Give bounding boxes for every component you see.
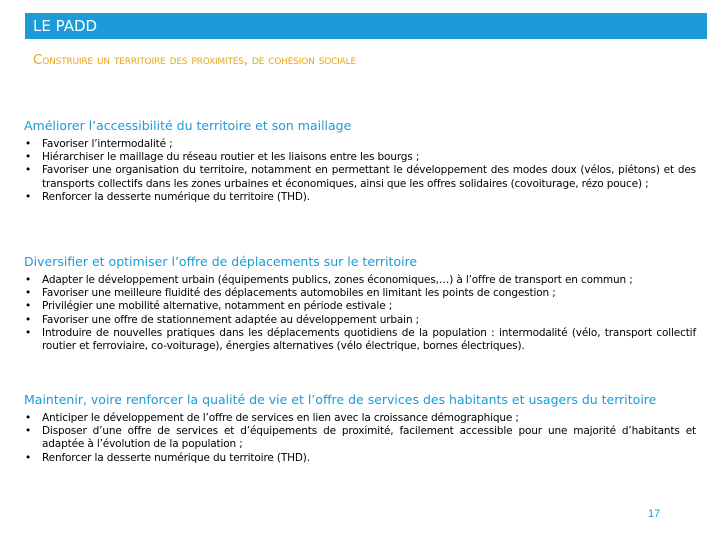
list-item: • Renforcer la desserte numérique du territoire (THD).: [24, 452, 696, 465]
header-bar: [25, 13, 707, 39]
section-mobility: [24, 254, 696, 353]
section-heading: Améliorer l’accessibilité du territoire et son maillage: [24, 118, 352, 133]
list-item: • Anticiper le développement de l’offre de services en lien avec la croissance démographique ;: [24, 412, 696, 425]
list-item: • Privilégier une mobilité alternative, notamment en période estivale ;: [24, 300, 696, 313]
section-accessibility: [24, 118, 696, 204]
bullet-list: [24, 412, 696, 465]
list-item: • Disposer d’une offre de services et d’équipements de proximité, facilement accessible pour une majorité d’habitants et adaptée à l’évolution de la population ;: [24, 425, 696, 451]
page-number: 17: [648, 508, 661, 520]
list-item: • Favoriser l’intermodalité ;: [24, 138, 696, 151]
bullet-list: [24, 274, 696, 353]
list-item: • Renforcer la desserte numérique du territoire (THD).: [24, 191, 696, 204]
header-label: LE PADD: [33, 17, 98, 35]
list-item: • Favoriser une offre de stationnement adaptée au développement urbain ;: [24, 314, 696, 327]
list-item: • Adapter le développement urbain (équipements publics, zones économiques,…) à l’offre de transport en commun ;: [24, 274, 696, 287]
section-heading: Maintenir, voire renforcer la qualité de vie et l’offre de services des habitants et usagers du territoire: [24, 392, 657, 407]
section-heading: Diversifier et optimiser l’offre de déplacements sur le territoire: [24, 254, 418, 269]
list-item: • Favoriser une meilleure fluidité des déplacements automobiles en limitant les points de congestion ;: [24, 287, 696, 300]
section-quality-of-life: [24, 392, 696, 465]
bullet-list: [24, 138, 696, 204]
list-item: • Hiérarchiser le maillage du réseau routier et les liaisons entre les bourgs ;: [24, 151, 696, 164]
list-item: • Introduire de nouvelles pratiques dans les déplacements quotidiens de la population : intermodalité (vélo, transport collectif routier et ferroviaire, co-voiturage), énergies alternatives (vélo électrique, bornes électriques).: [24, 327, 696, 353]
page-title: Construire un territoire des proximités, de cohésion sociale: [33, 52, 356, 68]
list-item: • Favoriser une organisation du territoire, notamment en permettant le développement des modes doux (vélos, piétons) et des transports collectifs dans les zones urbaines et économiques, ainsi que les offres solidaires (covoiturage, rézo pouce) ;: [24, 164, 696, 190]
